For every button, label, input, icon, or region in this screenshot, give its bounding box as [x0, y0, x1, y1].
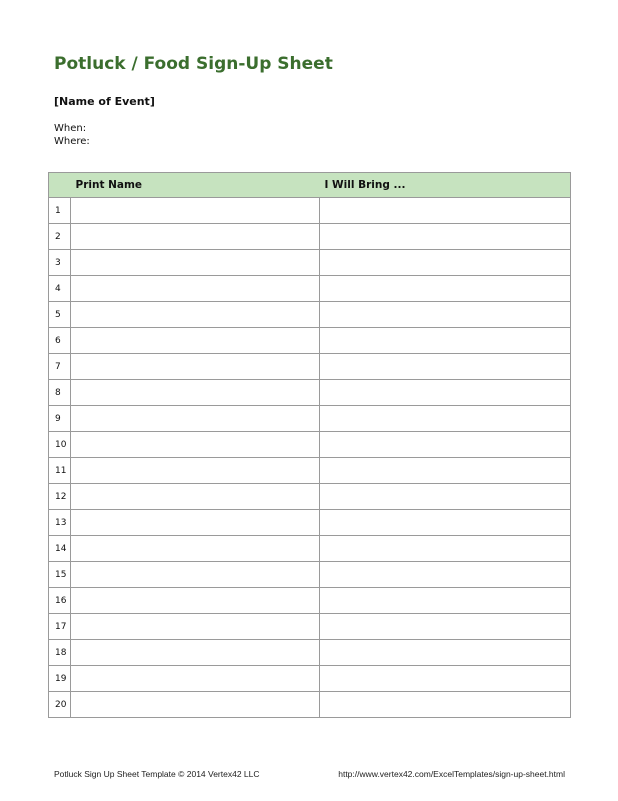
row-number: 9	[49, 406, 71, 432]
signup-table	[48, 172, 571, 718]
will-bring-cell[interactable]	[320, 692, 571, 718]
table-row	[49, 484, 571, 510]
print-name-cell[interactable]	[71, 510, 320, 536]
row-number: 2	[49, 224, 71, 250]
print-name-cell[interactable]	[71, 380, 320, 406]
print-name-cell[interactable]	[71, 484, 320, 510]
will-bring-cell[interactable]	[320, 198, 571, 224]
will-bring-cell[interactable]	[320, 614, 571, 640]
where-label: Where:	[54, 136, 90, 147]
table-row	[49, 666, 571, 692]
footer-url[interactable]: http://www.vertex42.com/ExcelTemplates/sign-up-sheet.html	[338, 769, 565, 779]
table-row	[49, 510, 571, 536]
table-row	[49, 536, 571, 562]
row-number: 20	[49, 692, 71, 718]
will-bring-cell[interactable]	[320, 302, 571, 328]
print-name-cell[interactable]	[71, 276, 320, 302]
print-name-cell[interactable]	[71, 692, 320, 718]
will-bring-cell[interactable]	[320, 354, 571, 380]
row-number: 17	[49, 614, 71, 640]
row-number: 6	[49, 328, 71, 354]
will-bring-cell[interactable]	[320, 224, 571, 250]
will-bring-cell[interactable]	[320, 406, 571, 432]
row-number: 18	[49, 640, 71, 666]
will-bring-cell[interactable]	[320, 276, 571, 302]
table-row	[49, 354, 571, 380]
print-name-cell[interactable]	[71, 224, 320, 250]
print-name-column-header: Print Name	[71, 173, 320, 198]
table-body	[49, 198, 571, 718]
row-number: 4	[49, 276, 71, 302]
table-row	[49, 458, 571, 484]
print-name-cell[interactable]	[71, 536, 320, 562]
will-bring-cell[interactable]	[320, 250, 571, 276]
row-number: 11	[49, 458, 71, 484]
row-number: 19	[49, 666, 71, 692]
table-row	[49, 640, 571, 666]
row-number: 7	[49, 354, 71, 380]
print-name-cell[interactable]	[71, 666, 320, 692]
print-name-cell[interactable]	[71, 302, 320, 328]
print-name-cell[interactable]	[71, 432, 320, 458]
row-number: 12	[49, 484, 71, 510]
row-number: 8	[49, 380, 71, 406]
table-row	[49, 276, 571, 302]
row-number: 16	[49, 588, 71, 614]
row-number: 15	[49, 562, 71, 588]
table-row	[49, 302, 571, 328]
table-header-row	[49, 173, 571, 198]
print-name-cell[interactable]	[71, 406, 320, 432]
table-row	[49, 250, 571, 276]
will-bring-cell[interactable]	[320, 536, 571, 562]
will-bring-cell[interactable]	[320, 484, 571, 510]
will-bring-cell[interactable]	[320, 666, 571, 692]
print-name-cell[interactable]	[71, 328, 320, 354]
row-number: 14	[49, 536, 71, 562]
table-row	[49, 198, 571, 224]
event-name-placeholder[interactable]: [Name of Event]	[54, 95, 155, 108]
row-number: 3	[49, 250, 71, 276]
will-bring-cell[interactable]	[320, 510, 571, 536]
will-bring-column-header: I Will Bring ...	[320, 173, 571, 198]
row-number: 13	[49, 510, 71, 536]
will-bring-cell[interactable]	[320, 562, 571, 588]
will-bring-cell[interactable]	[320, 458, 571, 484]
table-row	[49, 692, 571, 718]
print-name-cell[interactable]	[71, 640, 320, 666]
print-name-cell[interactable]	[71, 562, 320, 588]
will-bring-cell[interactable]	[320, 328, 571, 354]
row-number: 10	[49, 432, 71, 458]
table-row	[49, 406, 571, 432]
page-title: Potluck / Food Sign-Up Sheet	[54, 54, 333, 74]
will-bring-cell[interactable]	[320, 432, 571, 458]
print-name-cell[interactable]	[71, 588, 320, 614]
print-name-cell[interactable]	[71, 250, 320, 276]
row-number: 1	[49, 198, 71, 224]
print-name-cell[interactable]	[71, 614, 320, 640]
print-name-cell[interactable]	[71, 198, 320, 224]
footer-copyright: Potluck Sign Up Sheet Template © 2014 Vertex42 LLC	[54, 769, 260, 779]
will-bring-cell[interactable]	[320, 640, 571, 666]
when-label: When:	[54, 123, 87, 134]
table-row	[49, 328, 571, 354]
print-name-cell[interactable]	[71, 458, 320, 484]
table-row	[49, 588, 571, 614]
table-row	[49, 614, 571, 640]
will-bring-cell[interactable]	[320, 380, 571, 406]
table-row	[49, 224, 571, 250]
row-number: 5	[49, 302, 71, 328]
number-column-header	[49, 173, 71, 198]
print-name-cell[interactable]	[71, 354, 320, 380]
table-row	[49, 562, 571, 588]
table-row	[49, 380, 571, 406]
table-row	[49, 432, 571, 458]
will-bring-cell[interactable]	[320, 588, 571, 614]
